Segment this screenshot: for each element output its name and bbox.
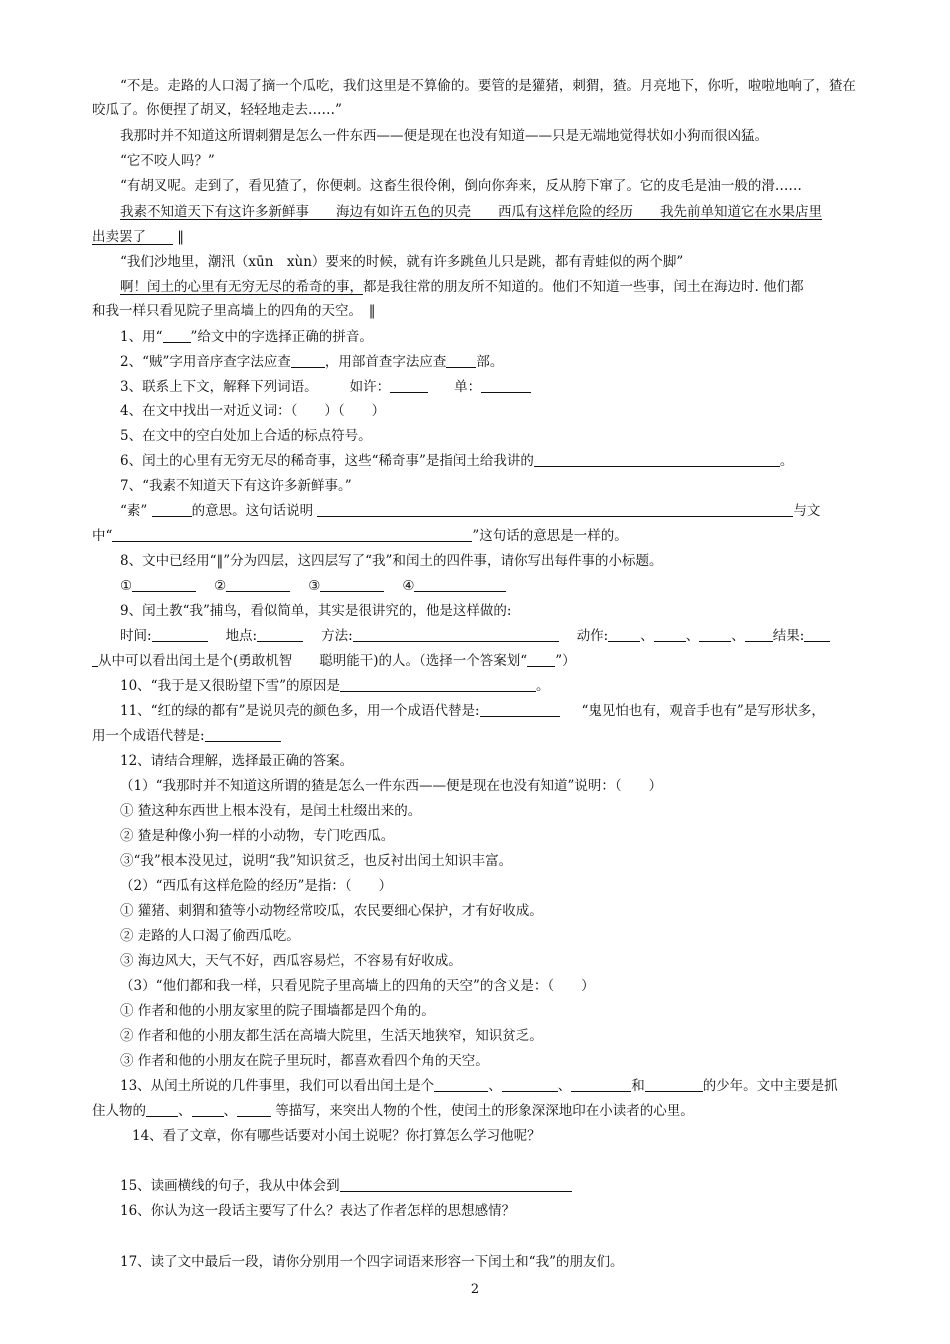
passage-line: 啊！闰土的心里有无穷无尽的希奇的事，都是我往常的朋友所不知道的。他们不知道一些事，闰土在海边时. 他们都	[120, 279, 804, 295]
question-12-3: （3）“他们都和我一样，只看见院子里高墙上的四角的天空”的含义是：（ ）	[120, 978, 595, 994]
question-2: 2、“贼”字用音序查字法应查 ，用部首查字法应查 部。	[120, 354, 504, 370]
question-3: 3、联系上下文，解释下列词语。 如许： 单：	[92, 375, 862, 399]
answer-blank[interactable]	[152, 501, 192, 517]
question-6: 6、闰土的心里有无穷无尽的稀奇事，这些“稀奇事”是指闰土给我讲的 。	[120, 453, 794, 469]
underlined-sentence: 出卖罢了 ‖	[92, 229, 185, 245]
answer-blank[interactable]	[527, 651, 555, 667]
answer-blank[interactable]	[291, 352, 325, 368]
answer-blank[interactable]	[146, 1101, 178, 1117]
answer-blank[interactable]	[502, 1076, 558, 1092]
option-item[interactable]: ② 走路的人口渴了偷西瓜吃。	[120, 928, 300, 944]
question-5: 5、在文中的空白处加上合适的标点符号。	[120, 428, 372, 444]
answer-blank[interactable]	[414, 576, 506, 592]
option-item[interactable]: ③“我”根本没见过，说明“我”知识贫乏，也反衬出闰土知识丰富。	[120, 853, 513, 869]
question-11-line2: 用一个成语代替是:	[92, 724, 862, 748]
passage-line: “它不咬人吗？”	[120, 153, 215, 169]
option-item[interactable]: ① 作者和他的小朋友家里的院子围墙都是四个角的。	[120, 1003, 435, 1019]
answer-blank[interactable]	[340, 676, 536, 692]
option-item[interactable]: ② 猹是种像小狗一样的小动物，专门吃西瓜。	[120, 828, 395, 844]
answer-blank[interactable]	[390, 377, 428, 393]
answer-blank[interactable]	[446, 352, 476, 368]
option-item[interactable]: ③ 海边风大，天气不好，西瓜容易烂，不容易有好收成。	[120, 953, 462, 969]
answer-blank[interactable]	[192, 1101, 224, 1117]
question-7-line2: “素” 的意思。这句话说明 与文	[120, 503, 821, 519]
passage-line: 我那时并不知道这所谓刺猬是怎么一件东西——便是现在也没有知道——只是无端地觉得状如小狗而很凶猛。	[120, 128, 768, 144]
answer-blank[interactable]	[571, 1076, 631, 1092]
answer-blank[interactable]	[434, 1076, 488, 1092]
answer-blank[interactable]	[163, 327, 191, 343]
answer-blank[interactable]	[745, 626, 773, 642]
passage-line: “不是。走路的人口渴了摘一个瓜吃，我们这里是不算偷的。要管的是獾猪，刺猬，猹。月亮地下，你听，啦啦地响了，猹在	[120, 78, 856, 94]
page-number: 2	[470, 1282, 480, 1297]
passage-line: 和我一样只看见院子里高墙上的四角的天空。 ‖	[92, 303, 376, 319]
underlined-sentence: 我素不知道天下有这许多新鲜事 海边有如许五色的贝壳 西瓜有这样危险的经历 我先前单知道它在水果店里	[120, 204, 822, 220]
option-item[interactable]: ① 猹这种东西世上根本没有，是闰土杜缀出来的。	[120, 803, 422, 819]
answer-blank[interactable]	[340, 1176, 572, 1192]
question-9-fields: 时间: 地点: 方法: 动作: 、 、 、 结果:	[92, 624, 862, 648]
question-14: 14、看了文章，你有哪些话要对小闰土说呢？你打算怎么学习他呢？	[132, 1128, 541, 1144]
question-8-blanks: ① ② ③ ④	[92, 574, 862, 598]
question-7: 7、“我素不知道天下有这许多新鲜事。”	[120, 478, 352, 494]
question-8: 8、文中已经用“‖”分为四层，这四层写了“我”和闰土的四件事，请你写出每件事的小标题。	[120, 553, 663, 569]
answer-blank[interactable]	[152, 626, 208, 642]
answer-blank[interactable]	[237, 1101, 271, 1117]
underlined-phrase: 啊！闰土的心里有无穷无尽的希奇的事，	[120, 279, 363, 295]
answer-blank[interactable]	[645, 1076, 703, 1092]
question-13-line2: 住人物的 、 、 等描写，来突出人物的个性，使闰土的形象深深地印在小读者的心里。	[92, 1103, 694, 1119]
question-17: 17、读了文中最后一段，请你分别用一个四字词语来形容一下闰土和“我”的朋友们。	[120, 1254, 624, 1270]
question-11: 11、“红的绿的都有”是说贝壳的颜色多，用一个成语代替是: “鬼见怕也有，观音手也有”是写形状多，	[120, 703, 825, 719]
answer-blank[interactable]	[481, 377, 531, 393]
question-10: 10、“我于是又很盼望下雪”的原因是 。	[120, 678, 550, 694]
answer-blank[interactable]	[112, 526, 472, 542]
answer-blank[interactable]	[132, 576, 196, 592]
passage-line: “有胡叉呢。走到了，看见猹了，你便刺。这畜生很伶俐，倒向你奔来，反从胯下窜了。它的皮毛是油一般的滑……	[120, 178, 802, 194]
question-9: 9、闰土教“我”捕鸟，看似简单，其实是很讲究的，他是这样做的:	[120, 603, 512, 619]
answer-blank[interactable]	[317, 501, 793, 517]
answer-blank[interactable]	[608, 626, 640, 642]
passage-line: 咬瓜了。你便捏了胡叉，轻轻地走去……”	[92, 102, 342, 118]
answer-blank[interactable]	[320, 576, 384, 592]
answer-blank[interactable]	[534, 451, 780, 467]
option-item[interactable]: ② 作者和他的小朋友都生活在高墙大院里，生活天地狭窄，知识贫乏。	[120, 1028, 543, 1044]
answer-blank[interactable]	[257, 626, 303, 642]
answer-blank[interactable]	[699, 626, 731, 642]
layer-mark: ‖	[177, 229, 185, 245]
question-12-2: （2）“西瓜有这样危险的经历”是指：（ ）	[120, 878, 393, 894]
question-15: 15、读画横线的句子，我从中体会到	[92, 1174, 862, 1198]
answer-blank[interactable]	[804, 626, 830, 642]
question-1: 1、用“ ”给文中的字选择正确的拼音。	[120, 329, 373, 345]
answer-blank[interactable]	[480, 701, 560, 717]
passage-line: “我们沙地里，潮汛（xūn xùn）要来的时候，就有许多跳鱼儿只是跳，都有青蛙似的两个脚”	[120, 254, 684, 270]
answer-blank[interactable]	[205, 726, 281, 742]
question-13: 13、从闰土所说的几件事里，我们可以看出闰土是个 、 、 和 的少年。文中主要是抓	[120, 1078, 838, 1094]
answer-blank[interactable]	[353, 626, 559, 642]
option-item[interactable]: ① 獾猪、刺猬和猹等小动物经常咬瓜，农民要细心保护，才有好收成。	[120, 903, 543, 919]
option-item[interactable]: ③ 作者和他的小朋友在院子里玩时，都喜欢看四个角的天空。	[120, 1053, 489, 1069]
question-16: 16、你认为这一段话主要写了什么？表达了作者怎样的思想感情？	[120, 1203, 516, 1219]
answer-blank[interactable]	[654, 626, 686, 642]
question-7-line3: 中“ ”这句话的意思是一样的。	[92, 528, 628, 544]
question-4: 4、在文中找出一对近义词：（ ）（ ）	[120, 403, 386, 419]
question-12-1: （1）“我那时并不知道这所谓的猹是怎么一件东西——便是现在也没有知道”说明：（ ）	[120, 778, 663, 794]
answer-blank[interactable]	[226, 576, 290, 592]
question-12: 12、请结合理解，选择最正确的答案。	[120, 753, 354, 769]
question-9-conclusion: 从中可以看出闰土是个(勇敢机智 聪明能干)的人。（选择一个答案划“ ”）	[92, 649, 862, 673]
